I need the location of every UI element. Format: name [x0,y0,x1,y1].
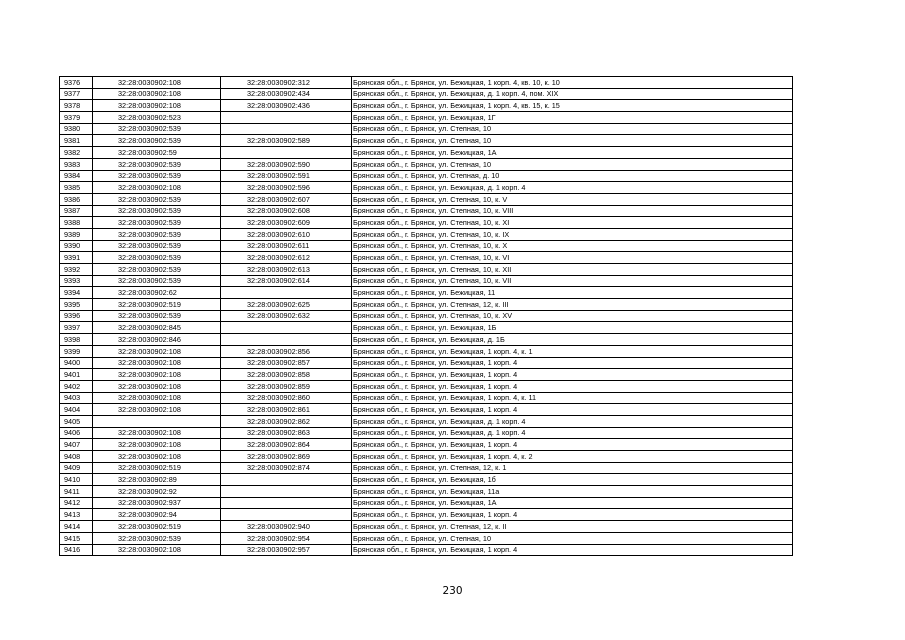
table-row [60,415,793,427]
table-row [60,205,793,217]
parent-cadastral-number-cell: 32:28:0030902:539 [93,252,221,264]
table-row [60,264,793,276]
cadastral-number-cell: 32:28:0030902:859 [221,380,352,392]
cadastral-number-cell: 32:28:0030902:860 [221,392,352,404]
address-cell: Брянская обл., г. Брянск, ул. Бежицкая, 1 корп. 4, к. 2 [352,451,793,463]
cadastral-number-cell: 32:28:0030902:857 [221,357,352,369]
table-row [60,217,793,229]
parent-cadastral-number-cell: 32:28:0030902:108 [93,404,221,416]
row-number-cell: 9410 [60,474,93,486]
address-cell: Брянская обл., г. Брянск, ул. Бежицкая, 1 корп. 4 [352,544,793,556]
table-row [60,486,793,498]
parent-cadastral-number-cell: 32:28:0030902:845 [93,322,221,334]
parent-cadastral-number-cell: 32:28:0030902:94 [93,509,221,521]
parent-cadastral-number-cell: 32:28:0030902:539 [93,170,221,182]
row-number-cell: 9390 [60,240,93,252]
cadastral-number-cell [221,322,352,334]
row-number-cell: 9379 [60,112,93,124]
cadastral-number-cell: 32:28:0030902:609 [221,217,352,229]
address-cell: Брянская обл., г. Брянск, ул. Бежицкая, 1Б [352,322,793,334]
table-row [60,112,793,124]
table-row [60,380,793,392]
address-cell: Брянская обл., г. Брянск, ул. Степная, 10, к. VII [352,275,793,287]
row-number-cell: 9404 [60,404,93,416]
table-row [60,532,793,544]
row-number-cell: 9402 [60,380,93,392]
row-number-cell: 9413 [60,509,93,521]
row-number-cell: 9385 [60,182,93,194]
cadastral-number-cell: 32:28:0030902:863 [221,427,352,439]
table-row [60,392,793,404]
table-row [60,299,793,311]
table-row [60,544,793,556]
table-row [60,427,793,439]
table-row [60,310,793,322]
address-cell: Брянская обл., г. Брянск, ул. Степная, 10, к. VI [352,252,793,264]
address-cell: Брянская обл., г. Брянск, ул. Бежицкая, 1 корп. 4 [352,357,793,369]
address-cell: Брянская обл., г. Брянск, ул. Бежицкая, 1 корп. 4 [352,509,793,521]
row-number-cell: 9406 [60,427,93,439]
parent-cadastral-number-cell: 32:28:0030902:937 [93,497,221,509]
row-number-cell: 9396 [60,310,93,322]
parent-cadastral-number-cell: 32:28:0030902:108 [93,100,221,112]
address-cell: Брянская обл., г. Брянск, ул. Степная, 10 [352,123,793,135]
cadastral-number-cell: 32:28:0030902:864 [221,439,352,451]
parent-cadastral-number-cell: 32:28:0030902:108 [93,369,221,381]
address-cell: Брянская обл., г. Брянск, ул. Степная, 10, к. XV [352,310,793,322]
table-row [60,521,793,533]
table-row [60,439,793,451]
parent-cadastral-number-cell: 32:28:0030902:539 [93,275,221,287]
row-number-cell: 9399 [60,345,93,357]
address-cell: Брянская обл., г. Брянск, ул. Бежицкая, 1 корп. 4 [352,369,793,381]
cadastral-number-cell: 32:28:0030902:591 [221,170,352,182]
parent-cadastral-number-cell: 32:28:0030902:539 [93,228,221,240]
cadastral-number-cell: 32:28:0030902:856 [221,345,352,357]
address-cell: Брянская обл., г. Брянск, ул. Степная, 10 [352,532,793,544]
parent-cadastral-number-cell: 32:28:0030902:539 [93,205,221,217]
parent-cadastral-number-cell: 32:28:0030902:108 [93,345,221,357]
parent-cadastral-number-cell: 32:28:0030902:539 [93,532,221,544]
row-number-cell: 9383 [60,158,93,170]
row-number-cell: 9381 [60,135,93,147]
cadastral-number-cell [221,147,352,159]
table-row [60,369,793,381]
cadastral-number-cell: 32:28:0030902:632 [221,310,352,322]
table-row [60,77,793,89]
table-row [60,193,793,205]
table-row [60,228,793,240]
row-number-cell: 9398 [60,334,93,346]
row-number-cell: 9412 [60,497,93,509]
cadastral-number-cell: 32:28:0030902:957 [221,544,352,556]
row-number-cell: 9395 [60,299,93,311]
parent-cadastral-number-cell: 32:28:0030902:108 [93,77,221,89]
address-cell: Брянская обл., г. Брянск, ул. Бежицкая, 1А [352,497,793,509]
table-row [60,252,793,264]
address-cell: Брянская обл., г. Брянск, ул. Степная, 10, к. X [352,240,793,252]
address-cell: Брянская обл., г. Брянск, ул. Бежицкая, д. 1 корп. 4 [352,427,793,439]
cadastral-number-cell: 32:28:0030902:613 [221,264,352,276]
row-number-cell: 9380 [60,123,93,135]
address-cell: Брянская обл., г. Брянск, ул. Бежицкая, д. 1 корп. 4 [352,182,793,194]
row-number-cell: 9392 [60,264,93,276]
table-body [60,77,793,556]
parent-cadastral-number-cell: 32:28:0030902:92 [93,486,221,498]
address-cell: Брянская обл., г. Брянск, ул. Степная, 12, к. III [352,299,793,311]
table-row [60,182,793,194]
address-cell: Брянская обл., г. Брянск, ул. Степная, 10, к. IX [352,228,793,240]
parent-cadastral-number-cell [93,415,221,427]
cadastral-number-cell: 32:28:0030902:589 [221,135,352,147]
address-cell: Брянская обл., г. Брянск, ул. Степная, 10, к. V [352,193,793,205]
row-number-cell: 9403 [60,392,93,404]
row-number-cell: 9415 [60,532,93,544]
address-cell: Брянская обл., г. Брянск, ул. Степная, д. 10 [352,170,793,182]
row-number-cell: 9416 [60,544,93,556]
table-row [60,100,793,112]
table-row [60,462,793,474]
parent-cadastral-number-cell: 32:28:0030902:539 [93,310,221,322]
row-number-cell: 9391 [60,252,93,264]
row-number-cell: 9387 [60,205,93,217]
address-cell: Брянская обл., г. Брянск, ул. Бежицкая, 1б [352,474,793,486]
row-number-cell: 9386 [60,193,93,205]
parent-cadastral-number-cell: 32:28:0030902:539 [93,264,221,276]
table-row [60,170,793,182]
cadastral-number-cell [221,287,352,299]
address-cell: Брянская обл., г. Брянск, ул. Степная, 10 [352,135,793,147]
cadastral-number-cell: 32:28:0030902:858 [221,369,352,381]
parent-cadastral-number-cell: 32:28:0030902:108 [93,392,221,404]
table-row [60,404,793,416]
parent-cadastral-number-cell: 32:28:0030902:539 [93,158,221,170]
address-cell: Брянская обл., г. Брянск, ул. Бежицкая, д. 1 корп. 4 [352,415,793,427]
parent-cadastral-number-cell: 32:28:0030902:519 [93,462,221,474]
address-cell: Брянская обл., г. Брянск, ул. Степная, 10, к. VIII [352,205,793,217]
address-cell: Брянская обл., г. Брянск, ул. Бежицкая, 1 корп. 4 [352,404,793,416]
row-number-cell: 9400 [60,357,93,369]
table-row [60,240,793,252]
address-cell: Брянская обл., г. Брянск, ул. Бежицкая, д. 1Б [352,334,793,346]
table-row [60,334,793,346]
parent-cadastral-number-cell: 32:28:0030902:108 [93,451,221,463]
address-cell: Брянская обл., г. Брянск, ул. Степная, 10 [352,158,793,170]
address-cell: Брянская обл., г. Брянск, ул. Степная, 10, к. XII [352,264,793,276]
table-row [60,497,793,509]
cadastral-number-cell [221,112,352,124]
table-row [60,123,793,135]
parent-cadastral-number-cell: 32:28:0030902:108 [93,182,221,194]
cadastral-number-cell: 32:28:0030902:596 [221,182,352,194]
row-number-cell: 9397 [60,322,93,334]
cadastral-number-cell: 32:28:0030902:862 [221,415,352,427]
parent-cadastral-number-cell: 32:28:0030902:519 [93,299,221,311]
cadastral-number-cell: 32:28:0030902:612 [221,252,352,264]
address-cell: Брянская обл., г. Брянск, ул. Бежицкая, 1 корп. 4, кв. 10, к. 10 [352,77,793,89]
row-number-cell: 9376 [60,77,93,89]
table-row [60,158,793,170]
table-row [60,135,793,147]
parent-cadastral-number-cell: 32:28:0030902:539 [93,217,221,229]
page-number: 230 [442,585,463,597]
address-cell: Брянская обл., г. Брянск, ул. Бежицкая, 11а [352,486,793,498]
parent-cadastral-number-cell: 32:28:0030902:108 [93,427,221,439]
address-cell: Брянская обл., г. Брянск, ул. Бежицкая, 11 [352,287,793,299]
parent-cadastral-number-cell: 32:28:0030902:62 [93,287,221,299]
row-number-cell: 9393 [60,275,93,287]
row-number-cell: 9377 [60,88,93,100]
cadastral-number-cell [221,123,352,135]
cadastral-number-cell: 32:28:0030902:607 [221,193,352,205]
parent-cadastral-number-cell: 32:28:0030902:523 [93,112,221,124]
table-row [60,509,793,521]
address-cell: Брянская обл., г. Брянск, ул. Бежицкая, д. 1 корп. 4, пом. XIX [352,88,793,100]
table-row [60,88,793,100]
table-row [60,357,793,369]
cadastral-number-cell: 32:28:0030902:940 [221,521,352,533]
parent-cadastral-number-cell: 32:28:0030902:519 [93,521,221,533]
parent-cadastral-number-cell: 32:28:0030902:539 [93,193,221,205]
parent-cadastral-number-cell: 32:28:0030902:846 [93,334,221,346]
address-cell: Брянская обл., г. Брянск, ул. Бежицкая, 1Г [352,112,793,124]
cadastral-registry-table [59,76,793,556]
row-number-cell: 9408 [60,451,93,463]
table-row [60,451,793,463]
cadastral-number-cell: 32:28:0030902:614 [221,275,352,287]
address-cell: Брянская обл., г. Брянск, ул. Степная, 12, к. 1 [352,462,793,474]
row-number-cell: 9384 [60,170,93,182]
address-cell: Брянская обл., г. Брянск, ул. Бежицкая, 1 корп. 4, к. 1 [352,345,793,357]
address-cell: Брянская обл., г. Брянск, ул. Степная, 10, к. XI [352,217,793,229]
cadastral-number-cell [221,509,352,521]
cadastral-number-cell: 32:28:0030902:861 [221,404,352,416]
table-row [60,287,793,299]
cadastral-number-cell: 32:28:0030902:436 [221,100,352,112]
row-number-cell: 9411 [60,486,93,498]
cadastral-number-cell: 32:28:0030902:610 [221,228,352,240]
parent-cadastral-number-cell: 32:28:0030902:108 [93,544,221,556]
cadastral-number-cell: 32:28:0030902:312 [221,77,352,89]
parent-cadastral-number-cell: 32:28:0030902:539 [93,240,221,252]
cadastral-number-cell [221,497,352,509]
cadastral-number-cell: 32:28:0030902:608 [221,205,352,217]
address-cell: Брянская обл., г. Брянск, ул. Бежицкая, 1 корп. 4, кв. 15, к. 15 [352,100,793,112]
cadastral-number-cell: 32:28:0030902:625 [221,299,352,311]
table-row [60,322,793,334]
row-number-cell: 9378 [60,100,93,112]
parent-cadastral-number-cell: 32:28:0030902:89 [93,474,221,486]
address-cell: Брянская обл., г. Брянск, ул. Бежицкая, 1А [352,147,793,159]
address-cell: Брянская обл., г. Брянск, ул. Бежицкая, 1 корп. 4 [352,439,793,451]
parent-cadastral-number-cell: 32:28:0030902:539 [93,135,221,147]
cadastral-number-cell: 32:28:0030902:954 [221,532,352,544]
table-row [60,474,793,486]
row-number-cell: 9407 [60,439,93,451]
row-number-cell: 9409 [60,462,93,474]
table-row [60,147,793,159]
address-cell: Брянская обл., г. Брянск, ул. Степная, 12, к. II [352,521,793,533]
row-number-cell: 9394 [60,287,93,299]
row-number-cell: 9382 [60,147,93,159]
cadastral-number-cell [221,474,352,486]
row-number-cell: 9401 [60,369,93,381]
row-number-cell: 9388 [60,217,93,229]
cadastral-number-cell: 32:28:0030902:611 [221,240,352,252]
cadastral-number-cell: 32:28:0030902:590 [221,158,352,170]
parent-cadastral-number-cell: 32:28:0030902:108 [93,357,221,369]
parent-cadastral-number-cell: 32:28:0030902:539 [93,123,221,135]
address-cell: Брянская обл., г. Брянск, ул. Бежицкая, 1 корп. 4, к. 11 [352,392,793,404]
row-number-cell: 9414 [60,521,93,533]
cadastral-number-cell: 32:28:0030902:869 [221,451,352,463]
row-number-cell: 9405 [60,415,93,427]
row-number-cell: 9389 [60,228,93,240]
cadastral-number-cell: 32:28:0030902:874 [221,462,352,474]
table-row [60,345,793,357]
parent-cadastral-number-cell: 32:28:0030902:59 [93,147,221,159]
cadastral-number-cell [221,486,352,498]
address-cell: Брянская обл., г. Брянск, ул. Бежицкая, 1 корп. 4 [352,380,793,392]
table-row [60,275,793,287]
parent-cadastral-number-cell: 32:28:0030902:108 [93,380,221,392]
cadastral-number-cell [221,334,352,346]
parent-cadastral-number-cell: 32:28:0030902:108 [93,88,221,100]
cadastral-number-cell: 32:28:0030902:434 [221,88,352,100]
parent-cadastral-number-cell: 32:28:0030902:108 [93,439,221,451]
